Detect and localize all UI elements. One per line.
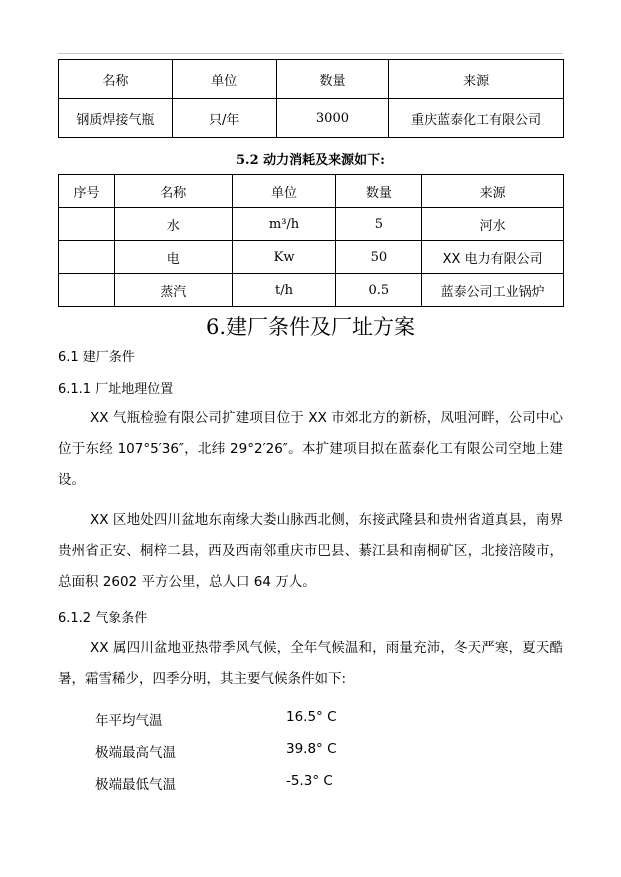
energy-consumption-table [58,174,564,307]
climate-value-annual-mean: 16.5° C [286,709,337,725]
table-cell: 蓝泰公司工业锅炉 [422,274,564,307]
header-cell-source: 来源 [389,60,564,99]
table-row [59,208,564,241]
section-5-2-title: 5.2 动力消耗及来源如下: [236,153,385,168]
header-cell-source: 来源 [422,175,564,208]
table-header-row [59,60,564,99]
section-6-1-1-heading: 6.1.1 厂址地理位置 [58,382,174,397]
climate-label-extreme-max: 极端最高气温 [95,745,176,761]
climate-value-extreme-min: -5.3° C [286,773,333,789]
section-6-1-heading: 6.1 建厂条件 [58,350,135,365]
header-cell-name: 名称 [114,175,232,208]
page-header-rule [58,53,563,54]
table-cell [59,241,115,274]
paragraph-climate: XX 属四川盆地亚热带季风气候，全年气候温和，雨量充沛，冬天严寒，夏天酷暑，霜雪稀少，四季分明，其主要气候条件如下: [58,640,563,687]
table-cell [59,274,115,307]
header-cell-unit: 单位 [172,60,276,99]
header-cell-unit: 单位 [232,175,336,208]
table-cell: 3000 [276,99,389,138]
header-cell-quantity: 数量 [336,175,422,208]
climate-label-annual-mean: 年平均气温 [95,713,163,729]
header-cell-index: 序号 [59,175,115,208]
header-cell-quantity: 数量 [276,60,389,99]
section-6-1-2-heading: 6.1.2 气象条件 [58,611,148,626]
table-cell: 只/年 [172,99,276,138]
table-cell: 水 [114,208,232,241]
table-cell: 河水 [422,208,564,241]
paragraph-location: XX 气瓶检验有限公司扩建项目位于 XX 市郊北方的新桥，凤咀河畔，公司中心位于东经 107°5′36″，北纬 29°2′26″。本扩建项目拟在蓝泰化工有限公司空地上建设。 [58,410,563,488]
table-cell: XX 电力有限公司 [422,241,564,274]
table-cell: 5 [336,208,422,241]
table-cell: 电 [114,241,232,274]
table-cell: 重庆蓝泰化工有限公司 [389,99,564,138]
climate-label-extreme-min: 极端最低气温 [95,777,176,793]
table-row [59,99,564,138]
table-cell [59,208,115,241]
header-cell-name: 名称 [59,60,173,99]
paragraph-region: XX 区地处四川盆地东南缘大娄山脉西北侧，东接武隆县和贵州省道真县，南界贵州省正安、桐梓二县，西及西南邻重庆市巴县、綦江县和南桐矿区，北接涪陵市，总面积 2602 平方公里，总人口 64 万人。 [58,512,563,590]
table-cell: t/h [232,274,336,307]
table-cell: 50 [336,241,422,274]
climate-value-extreme-max: 39.8° C [286,741,337,757]
table-cell: m³/h [232,208,336,241]
table-row [59,241,564,274]
table-cell: 钢质焊接气瓶 [59,99,173,138]
product-table [58,59,564,138]
chapter-title: 6.建厂条件及厂址方案 [205,315,416,339]
table-cell: 0.5 [336,274,422,307]
table-cell: Kw [232,241,336,274]
table-row [59,274,564,307]
table-header-row [59,175,564,208]
table-cell: 蒸汽 [114,274,232,307]
